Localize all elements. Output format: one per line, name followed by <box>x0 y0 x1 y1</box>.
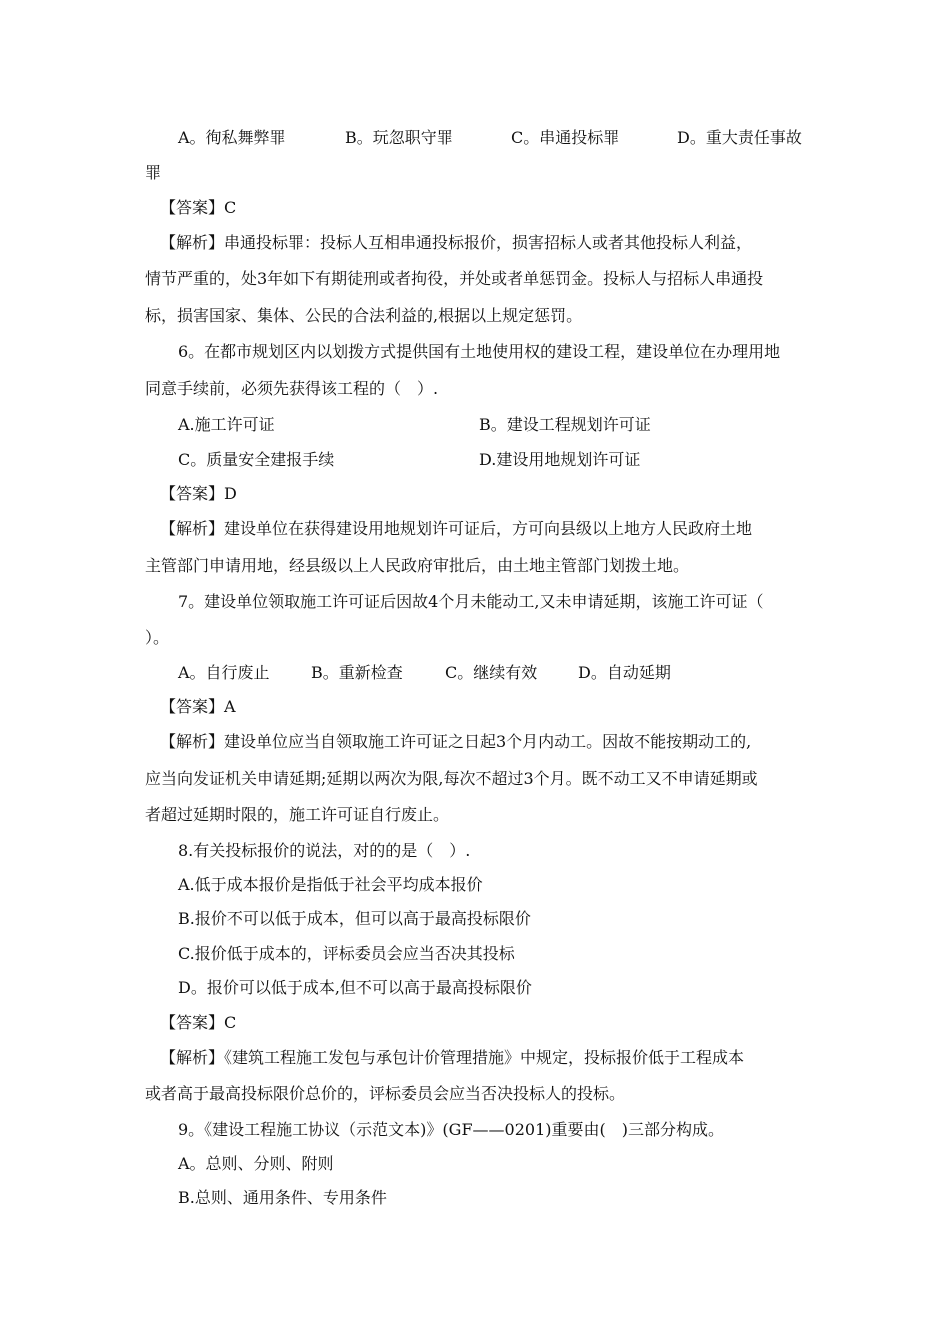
q9-option-b: B.总则、通用条件、专用条件 <box>178 1188 387 1207</box>
q5-analysis-line: 情节严重的，处3年如下有期徒刑或者拘役，并处或者单惩罚金。投标人与招标人串通投 <box>145 269 764 288</box>
q6-option-c: C。质量安全建报手续 <box>178 450 335 469</box>
q6-option-b: B。建设工程规划许可证 <box>479 415 651 434</box>
q8-option-c: C.报价低于成本的，评标委员会应当否决其投标 <box>178 944 515 963</box>
q7-stem-line: ）。 <box>145 628 170 647</box>
q6-options-row <box>0 445 950 475</box>
q7-option-b: B。重新检查 <box>311 663 403 682</box>
q5-answer: 【答案】C <box>160 198 237 217</box>
q9-option-a: A。总则、分则、附则 <box>178 1154 334 1173</box>
q5-option-d-continued: 罪 <box>145 163 162 182</box>
q7-stem-line: 7。建设单位领取施工许可证后因故4个月未能动工,又未申请延期，该施工许可证（ <box>178 592 764 611</box>
q8-stem: 8.有关投标报价的说法，对的的是（ ）. <box>178 841 471 860</box>
q7-option-a: A。自行废止 <box>178 663 270 682</box>
q6-option-a: A.施工许可证 <box>178 415 275 434</box>
q8-analysis-line: 或者高于最高投标限价总价的，评标委员会应当否决投标人的投标。 <box>145 1084 626 1103</box>
q5-option-c: C。串通投标罪 <box>511 128 620 147</box>
q6-option-d: D.建设用地规划许可证 <box>479 450 641 469</box>
q8-option-b: B.报价不可以低于成本，但可以高于最高投标限价 <box>178 909 531 928</box>
q7-option-c: C。继续有效 <box>445 663 538 682</box>
q5-option-b: B。玩忽职守罪 <box>345 128 453 147</box>
q5-option-d: D。重大责任事故 <box>677 128 802 147</box>
q5-option-a: A。徇私舞弊罪 <box>178 128 286 147</box>
q5-analysis-line: 标，损害国家、集体、公民的合法利益的,根据以上规定惩罚。 <box>145 306 583 325</box>
q5-options-row <box>0 123 950 153</box>
q7-options-row <box>0 658 950 688</box>
q7-answer: 【答案】A <box>160 697 236 716</box>
q7-analysis-line: 【解析】建设单位应当自领取施工许可证之日起3个月内动工。因故不能按期动工的, <box>160 732 752 751</box>
q8-option-a: A.低于成本报价是指低于社会平均成本报价 <box>178 875 483 894</box>
q7-option-d: D。自动延期 <box>578 663 671 682</box>
q6-analysis-line: 主管部门申请用地，经县级以上人民政府审批后，由土地主管部门划拨土地。 <box>145 556 690 575</box>
q6-stem-line: 同意手续前，必须先获得该工程的（ ）. <box>145 379 439 398</box>
q6-answer: 【答案】D <box>160 484 237 503</box>
q8-analysis-line: 【解析】《建筑工程施工发包与承包计价管理措施》中规定，投标报价低于工程成本 <box>160 1048 745 1067</box>
q8-answer: 【答案】C <box>160 1013 237 1032</box>
q7-analysis-line: 应当向发证机关申请延期;延期以两次为限,每次不超过3个月。既不动工又不申请延期或 <box>145 769 758 788</box>
q8-option-d: D。报价可以低于成本,但不可以高于最高投标限价 <box>178 978 532 997</box>
q6-stem-line: 6。在都市规划区内以划拨方式提供国有土地使用权的建设工程，建设单位在办理用地 <box>178 342 781 361</box>
q7-analysis-line: 者超过延期时限的，施工许可证自行废止。 <box>145 805 450 824</box>
q6-options-row <box>0 410 950 440</box>
q5-analysis-line: 【解析】串通投标罪：投标人互相串通投标报价，损害招标人或者其他投标人利益， <box>160 233 753 252</box>
q6-analysis-line: 【解析】建设单位在获得建设用地规划许可证后，方可向县级以上地方人民政府土地 <box>160 519 753 538</box>
q9-stem: 9。《建设工程施工协议（示范文本)》(GF——0201)重要由( )三部分构成。 <box>178 1120 724 1139</box>
